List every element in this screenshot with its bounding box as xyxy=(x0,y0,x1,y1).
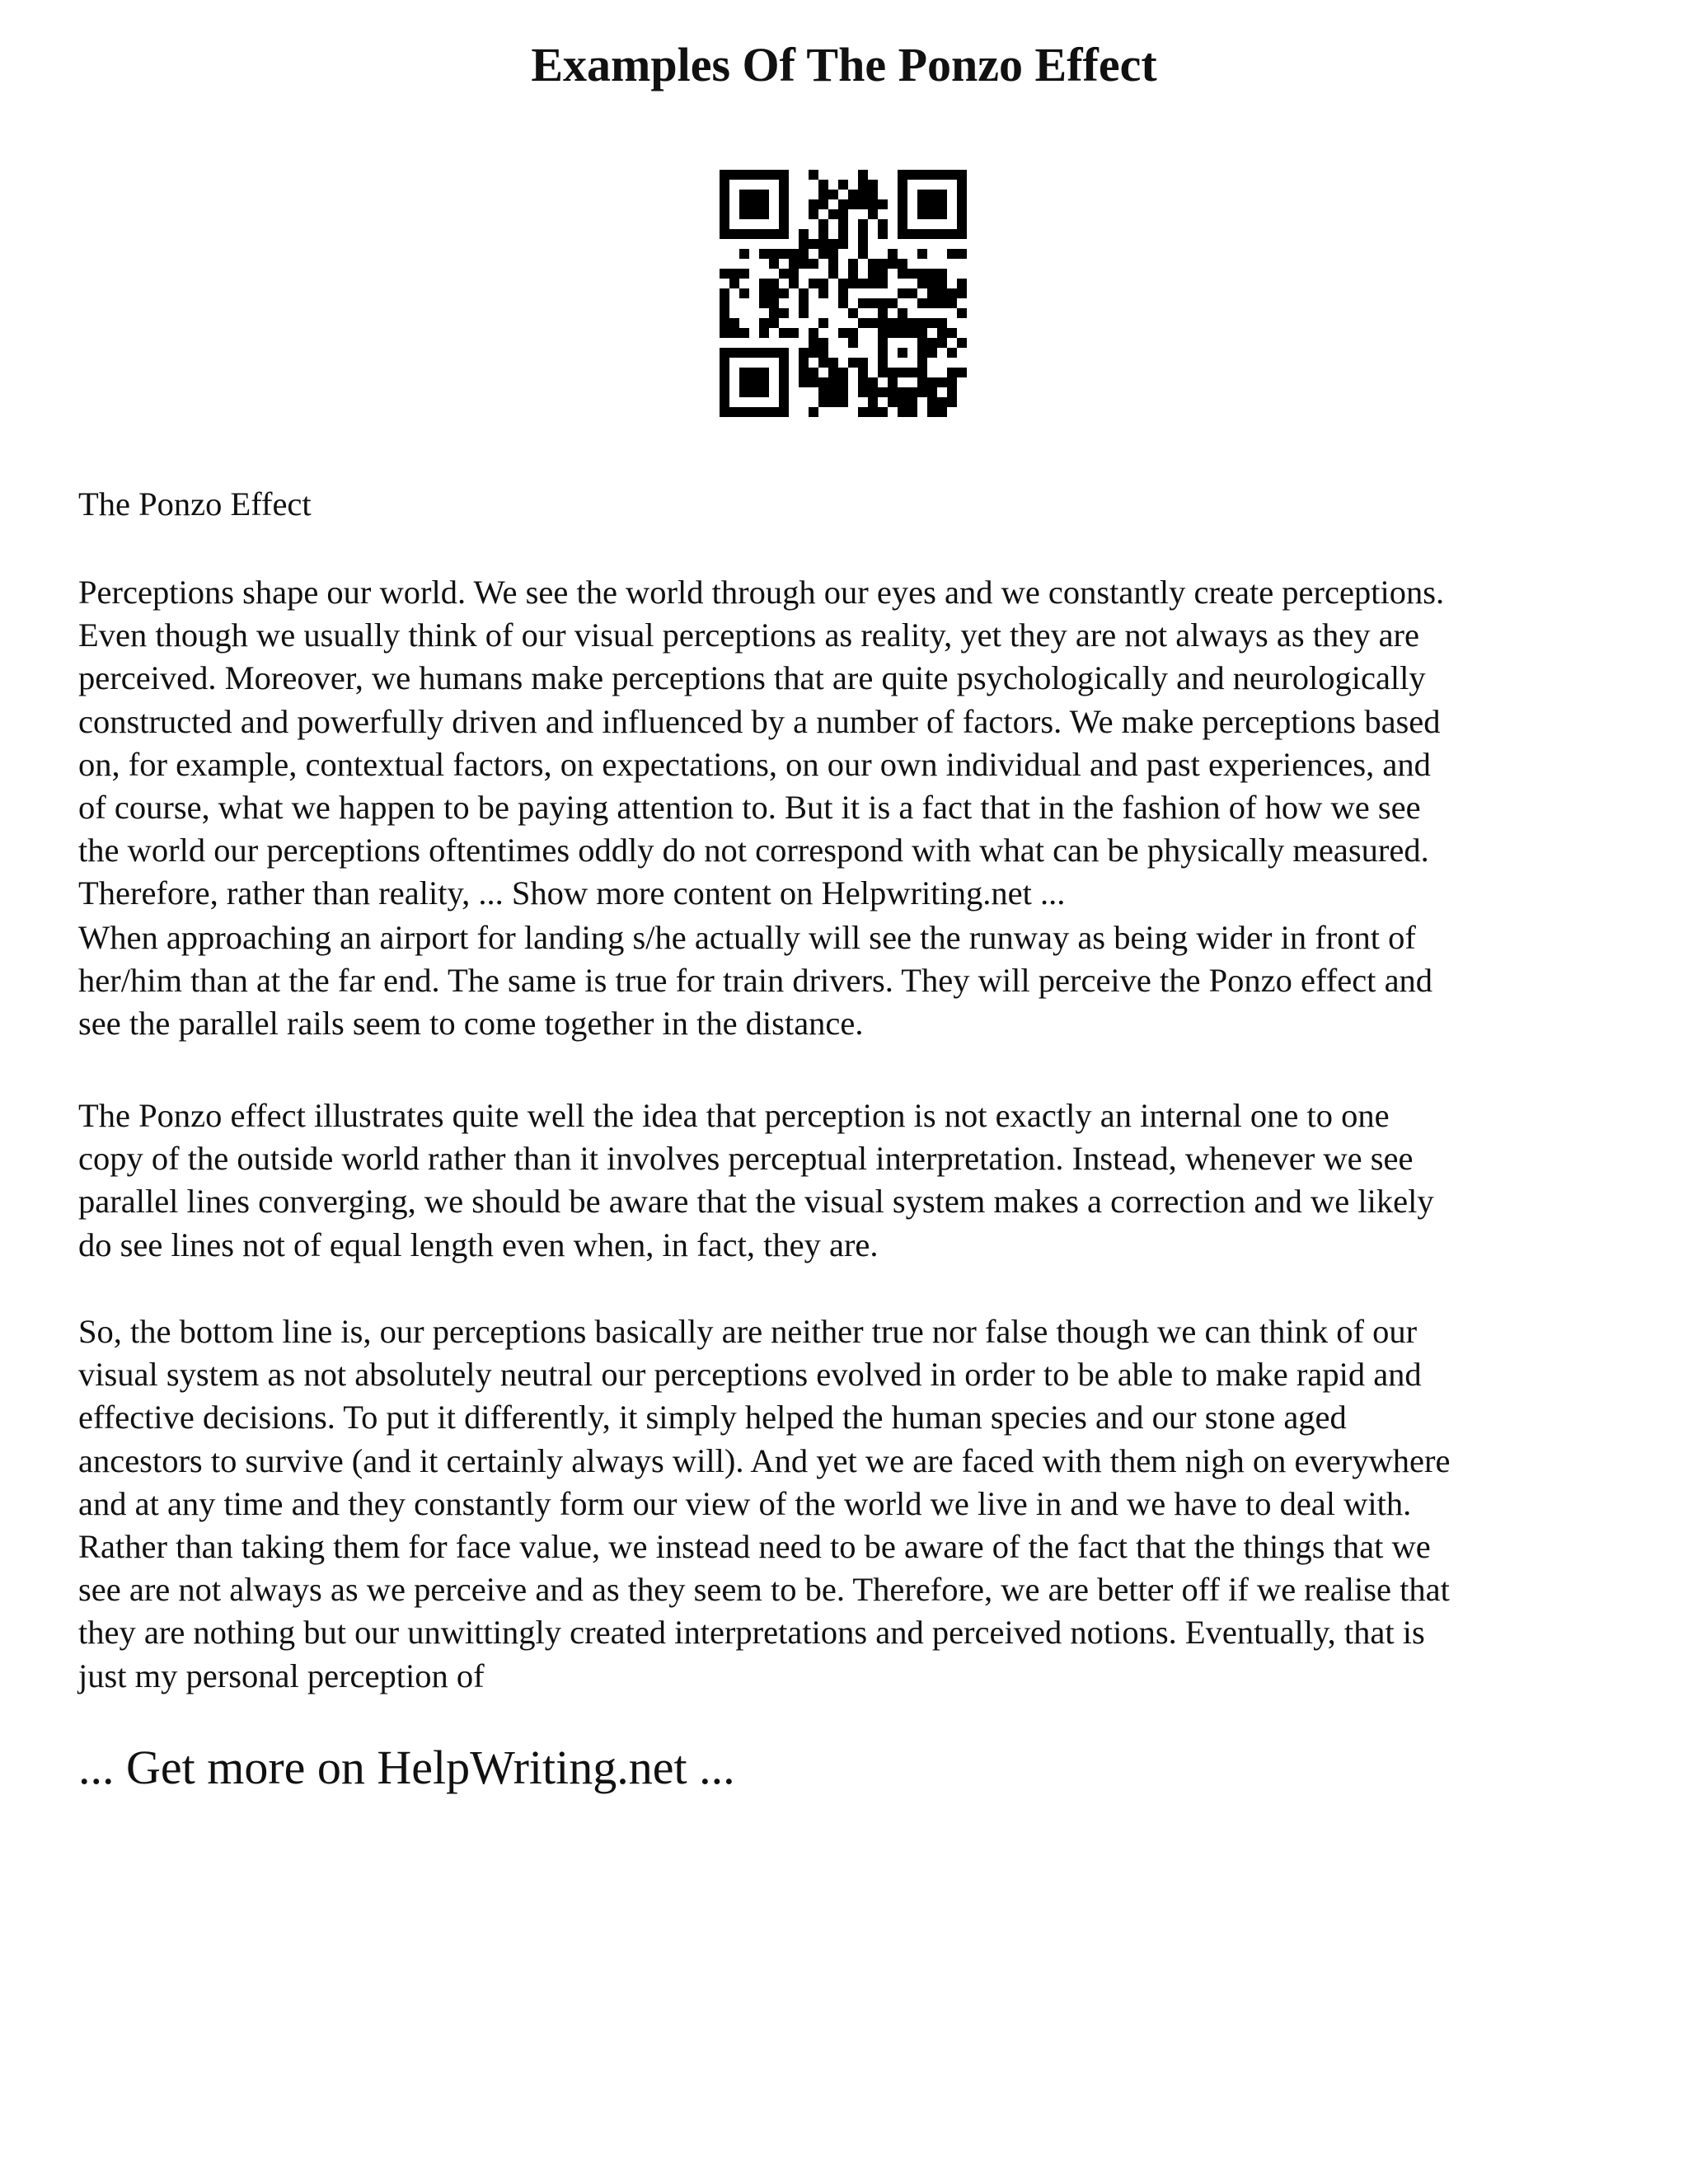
document-title: Examples Of The Ponzo Effect xyxy=(531,38,1157,91)
paragraph-2: When approaching an airport for landing s/he actually will see the runway as being wider in front of her/him than at the far end. The same is true for train drivers. They will perceive the Ponzo effect and see the parallel rails seem to come together in the distance. xyxy=(78,919,1433,1043)
section-heading: The Ponzo Effect xyxy=(78,485,312,523)
qr-code-icon xyxy=(720,170,967,417)
paragraph-3: The Ponzo effect illustrates quite well the idea that perception is not exactly an internal one to one copy of the outside world rather than it involves perceptual interpretation. Instead, whenever we see parallel lines converging, we should be aware that the visual system makes a correction and we likely do see lines not of equal length even when, in fact, they are. xyxy=(78,1097,1434,1263)
paragraph-4: So, the bottom line is, our perceptions basically are neither true nor false though we can think of our visual system as not absolutely neutral our perceptions evolved in order to be able to make rapid and effective decisions. To put it differently, it simply helped the human species and our stone aged ancestors to survive (and it certainly always will). And yet we are faced with them nigh on everywhere and at any time and they constantly form our view of the world we live in and we have to deal with. Rather than taking them for face value, we instead need to be aware of the fact that the things that we see are not always as we perceive and as they seem to be. Therefore, we are better off if we realise that they are nothing but our unwittingly created interpretations and perceived notions. Eventually, that is just my personal perception of xyxy=(78,1313,1451,1694)
paragraph-1: Perceptions shape our world. We see the world through our eyes and we constantly create perceptions. Even though we usually think of our visual perceptions as reality, yet they are not always as they are perceived. Moreover, we humans make perceptions that are quite psychologically and neurologically constructed and powerfully driven and influenced by a number of factors. We make perceptions based on, for example, contextual factors, on expectations, on our own individual and past experiences, and of course, what we happen to be paying attention to. But it is a fact that in the fashion of how we see the world our perceptions oftentimes oddly do not correspond with what can be physically measured. Therefore, rather than reality, ... Show more content on Helpwriting.net ... xyxy=(78,574,1445,912)
get-more-link[interactable]: ... Get more on HelpWriting.net ... xyxy=(78,1741,735,1794)
